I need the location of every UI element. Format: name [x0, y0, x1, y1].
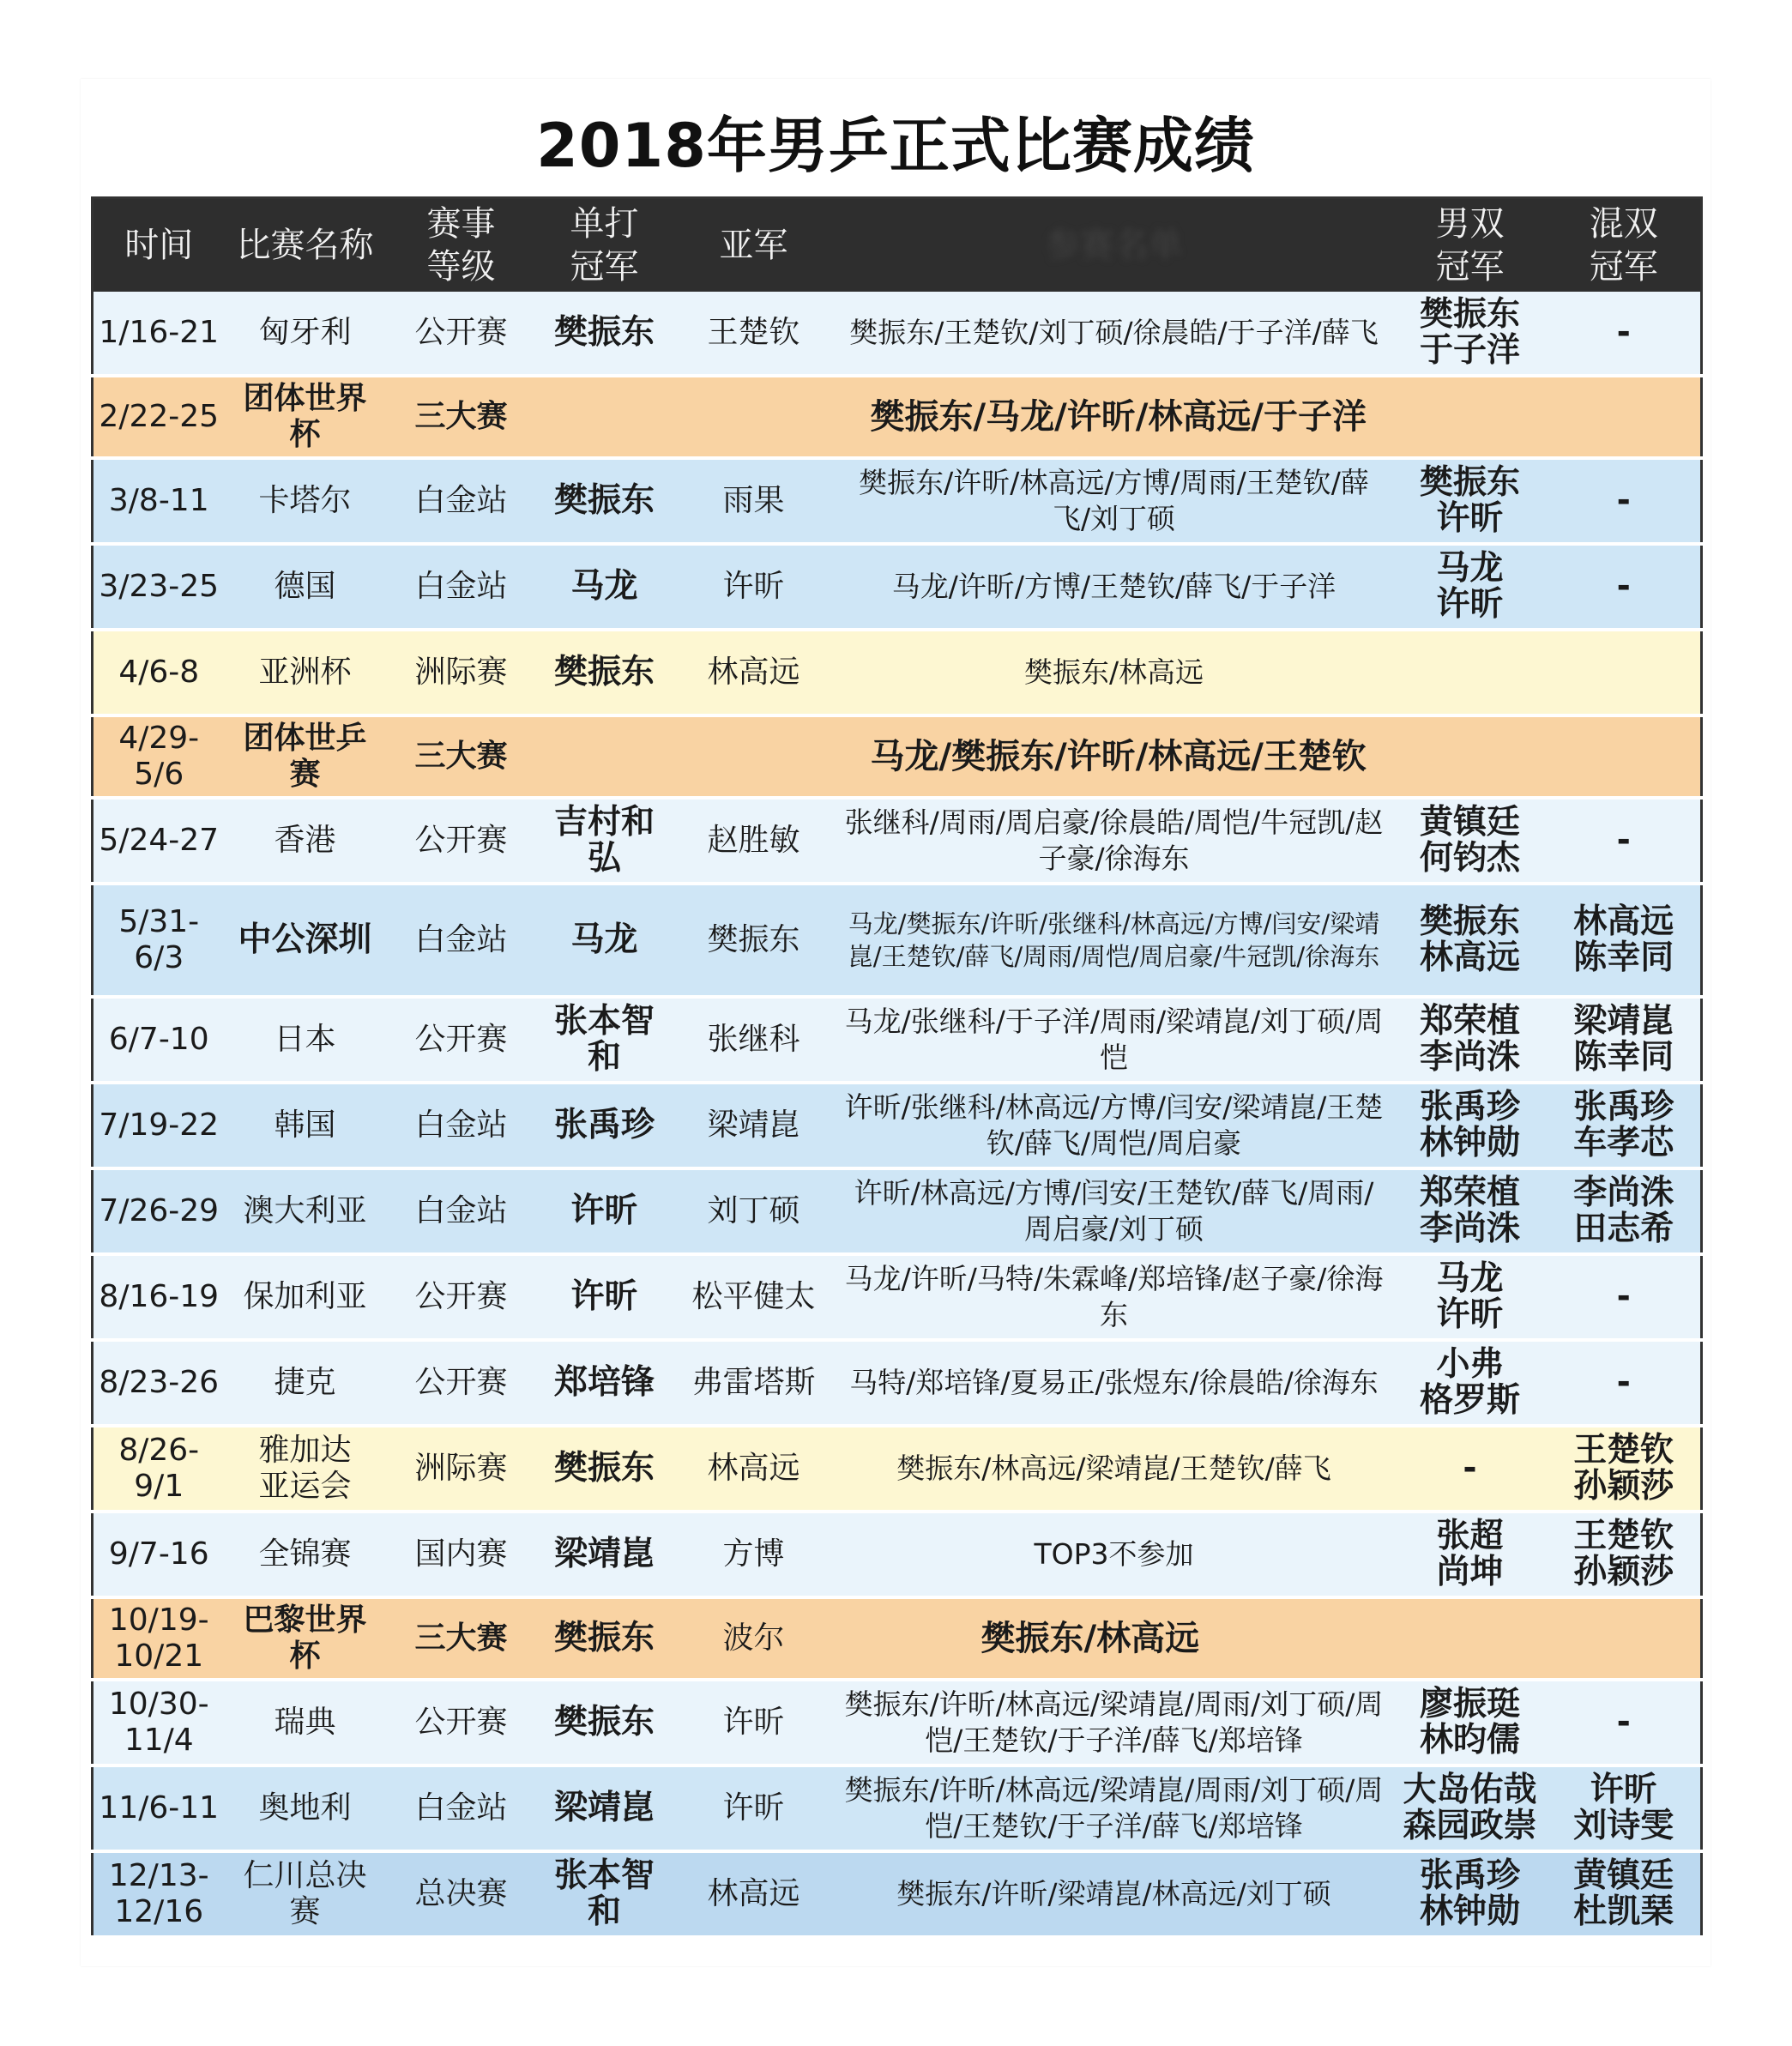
mixed-cell: 许昕 刘诗雯 [1548, 1765, 1702, 1851]
col-participants-header: 参赛名单 [836, 198, 1393, 293]
doubles-cell: 大岛佑哉 森园政崇 [1393, 1765, 1548, 1851]
table-row [93, 376, 1702, 458]
date-cell: 8/26-9/1 [93, 1426, 225, 1512]
mixed-cell: 林高远 陈幸同 [1548, 884, 1702, 997]
col-event-header: 比赛名称 [225, 198, 386, 293]
event-cell: 德国 [225, 544, 386, 630]
mixed-cell: 王楚钦 孙颖莎 [1548, 1426, 1702, 1512]
event-cell: 韩国 [225, 1083, 386, 1168]
level-cell: 白金站 [386, 544, 537, 630]
champion-cell: 樊振东 [537, 1680, 673, 1765]
doubles-cell: 张禹珍 林钟勋 [1393, 1083, 1548, 1168]
date-cell: 7/19-22 [93, 1083, 225, 1168]
team-champions-cell: 樊振东/林高远 [836, 1597, 1702, 1680]
mixed-cell: 黄镇廷 杜凯琹 [1548, 1851, 1702, 1937]
mixed-cell: 张禹珍 车孝芯 [1548, 1083, 1702, 1168]
participants-cell: 马龙/许昕/方博/王楚钦/薛飞/于子洋 [836, 544, 1393, 630]
date-cell: 9/7-16 [93, 1512, 225, 1597]
doubles-cell: 马龙 许昕 [1393, 544, 1548, 630]
page-title: 2018年男乒正式比赛成绩 [536, 111, 1255, 181]
champion-cell: 樊振东 [537, 458, 673, 544]
champion-cell: 樊振东 [537, 1426, 673, 1512]
participants-cell: 许昕/林高远/方博/闫安/王楚钦/薛飞/周雨/周启豪/刘丁硕 [836, 1168, 1393, 1254]
mixed-cell: 王楚钦 孙颖莎 [1548, 1512, 1702, 1597]
participants-cell: 樊振东/王楚钦/刘丁硕/徐晨皓/于子洋/薛飞 [836, 292, 1393, 376]
runnerup-cell: 弗雷塔斯 [673, 1340, 836, 1426]
col-mixed-header: 混双 冠军 [1548, 198, 1702, 293]
mixed-cell: 梁靖崑 陈幸同 [1548, 997, 1702, 1083]
date-cell: 5/31-6/3 [93, 884, 225, 997]
doubles-cell: 马龙 许昕 [1393, 1254, 1548, 1340]
doubles-cell: 廖振珽 林昀儒 [1393, 1680, 1548, 1765]
col-runnerup-header: 亚军 [673, 198, 836, 293]
table-row [93, 1083, 1702, 1168]
champion-cell: 许昕 [537, 1254, 673, 1340]
level-cell: 洲际赛 [386, 1426, 537, 1512]
participants-cell: 樊振东/许昕/林高远/梁靖崑/周雨/刘丁硕/周恺/王楚钦/于子洋/薛飞/郑培锋 [836, 1765, 1393, 1851]
date-cell: 11/6-11 [93, 1765, 225, 1851]
level-cell: 白金站 [386, 1168, 537, 1254]
table-row [93, 1765, 1702, 1851]
table-row [93, 1512, 1702, 1597]
table-row [93, 1851, 1702, 1937]
champion-cell: 樊振东 [537, 292, 673, 376]
doubles-cell: 郑荣植 李尚洙 [1393, 1168, 1548, 1254]
champion-cell: 樊振东 [537, 1597, 673, 1680]
event-cell: 亚洲杯 [225, 630, 386, 715]
date-cell: 8/23-26 [93, 1340, 225, 1426]
level-cell: 国内赛 [386, 1512, 537, 1597]
champion-cell: 张本智和 [537, 997, 673, 1083]
participants-cell: 樊振东/林高远 [836, 630, 1393, 715]
runnerup-cell: 樊振东 [673, 884, 836, 997]
event-cell: 仁川总决赛 [225, 1851, 386, 1937]
table-row [93, 798, 1702, 884]
date-cell: 5/24-27 [93, 798, 225, 884]
champion-cell: 马龙 [537, 884, 673, 997]
runnerup-cell: 林高远 [673, 1426, 836, 1512]
participants-cell: 马龙/樊振东/许昕/张继科/林高远/方博/闫安/梁靖崑/王楚钦/薛飞/周雨/周恺/周启豪/牛冠凯/徐海东 [836, 884, 1393, 997]
runnerup-cell: 松平健太 [673, 1254, 836, 1340]
level-cell: 白金站 [386, 1765, 537, 1851]
level-cell: 白金站 [386, 1083, 537, 1168]
event-cell: 巴黎世界杯 [225, 1597, 386, 1680]
participants-cell: 马特/郑培锋/夏易正/张煜东/徐晨皓/徐海东 [836, 1340, 1393, 1426]
event-cell: 团体世界杯 [225, 376, 386, 458]
runnerup-cell: 许昕 [673, 1765, 836, 1851]
col-level-header: 赛事 等级 [386, 198, 537, 293]
table-row [93, 884, 1702, 997]
champion-cell: 吉村和弘 [537, 798, 673, 884]
table-row [93, 1340, 1702, 1426]
runnerup-cell: 许昕 [673, 544, 836, 630]
level-cell: 白金站 [386, 884, 537, 997]
table-row [93, 715, 1702, 798]
event-cell: 捷克 [225, 1340, 386, 1426]
table-row [93, 544, 1702, 630]
event-cell: 日本 [225, 997, 386, 1083]
participants-cell: 马龙/许昕/马特/朱霖峰/郑培锋/赵子豪/徐海东 [836, 1254, 1393, 1340]
event-cell: 澳大利亚 [225, 1168, 386, 1254]
level-cell: 公开赛 [386, 292, 537, 376]
runnerup-cell: 王楚钦 [673, 292, 836, 376]
level-cell: 三大赛 [386, 715, 537, 798]
date-cell: 3/23-25 [93, 544, 225, 630]
table-row [93, 997, 1702, 1083]
event-cell: 香港 [225, 798, 386, 884]
doubles-cell: 张禹珍 林钟勋 [1393, 1851, 1548, 1937]
table-row [93, 1426, 1702, 1512]
header-row [93, 198, 1702, 293]
mixed-cell: - [1548, 1340, 1702, 1426]
level-cell: 公开赛 [386, 798, 537, 884]
date-cell: 3/8-11 [93, 458, 225, 544]
champion-cell: 梁靖崑 [537, 1512, 673, 1597]
mixed-cell: - [1548, 1680, 1702, 1765]
event-cell: 卡塔尔 [225, 458, 386, 544]
table-row [93, 1680, 1702, 1765]
event-cell: 团体世乒赛 [225, 715, 386, 798]
col-singles-header: 单打 冠军 [537, 198, 673, 293]
participants-cell: 樊振东/林高远/梁靖崑/王楚钦/薛飞 [836, 1426, 1393, 1512]
doubles-cell: 樊振东 于子洋 [1393, 292, 1548, 376]
level-cell: 公开赛 [386, 1340, 537, 1426]
doubles-cell: 郑荣植 李尚洙 [1393, 997, 1548, 1083]
team-champions-cell: 樊振东/马龙/许昕/林高远/于子洋 [537, 376, 1702, 458]
event-cell: 匈牙利 [225, 292, 386, 376]
doubles-cell: 黄镇廷 何钧杰 [1393, 798, 1548, 884]
champion-cell: 张本智和 [537, 1851, 673, 1937]
runnerup-cell: 许昕 [673, 1680, 836, 1765]
participants-cell: 张继科/周雨/周启豪/徐晨皓/周恺/牛冠凯/赵子豪/徐海东 [836, 798, 1393, 884]
doubles-cell: - [1393, 1426, 1548, 1512]
champion-cell: 樊振东 [537, 630, 673, 715]
col-doubles-header: 男双 冠军 [1393, 198, 1548, 293]
doubles-cell: 樊振东 林高远 [1393, 884, 1548, 997]
table-row [93, 1168, 1702, 1254]
event-cell: 全锦赛 [225, 1512, 386, 1597]
level-cell: 洲际赛 [386, 630, 537, 715]
date-cell: 2/22-25 [93, 376, 225, 458]
col-date-header: 时间 [93, 198, 225, 293]
date-cell: 10/30- 11/4 [93, 1680, 225, 1765]
doubles-cell [1393, 630, 1548, 715]
doubles-cell: 小弗 格罗斯 [1393, 1340, 1548, 1426]
runnerup-cell: 赵胜敏 [673, 798, 836, 884]
mixed-cell: - [1548, 1254, 1702, 1340]
participants-cell: 许昕/张继科/林高远/方博/闫安/梁靖崑/王楚钦/薛飞/周恺/周启豪 [836, 1083, 1393, 1168]
champion-cell: 张禹珍 [537, 1083, 673, 1168]
runnerup-cell: 雨果 [673, 458, 836, 544]
date-cell: 8/16-19 [93, 1254, 225, 1340]
doubles-cell: 张超 尚坤 [1393, 1512, 1548, 1597]
date-cell: 10/19- 10/21 [93, 1597, 225, 1680]
mixed-cell: - [1548, 798, 1702, 884]
participants-cell: 樊振东/许昕/林高远/梁靖崑/周雨/刘丁硕/周恺/王楚钦/于子洋/薛飞/郑培锋 [836, 1680, 1393, 1765]
level-cell: 总决赛 [386, 1851, 537, 1937]
event-cell: 奥地利 [225, 1765, 386, 1851]
date-cell: 6/7-10 [93, 997, 225, 1083]
champion-cell: 许昕 [537, 1168, 673, 1254]
table-row [93, 630, 1702, 715]
date-cell: 1/16-21 [93, 292, 225, 376]
date-cell: 12/13- 12/16 [93, 1851, 225, 1937]
participants-cell: 樊振东/许昕/梁靖崑/林高远/刘丁硕 [836, 1851, 1393, 1937]
results-sheet [81, 79, 1711, 1966]
level-cell: 公开赛 [386, 997, 537, 1083]
event-cell: 中公深圳 [225, 884, 386, 997]
results-table [91, 196, 1703, 1939]
date-cell: 4/6-8 [93, 630, 225, 715]
table-row [93, 1597, 1702, 1680]
champion-cell: 郑培锋 [537, 1340, 673, 1426]
level-cell: 三大赛 [386, 376, 537, 458]
participants-cell: TOP3不参加 [836, 1512, 1393, 1597]
participants-cell: 樊振东/许昕/林高远/方博/周雨/王楚钦/薛飞/刘丁硕 [836, 458, 1393, 544]
mixed-cell: - [1548, 292, 1702, 376]
table-row [93, 1254, 1702, 1340]
level-cell: 三大赛 [386, 1597, 537, 1680]
event-cell: 瑞典 [225, 1680, 386, 1765]
mixed-cell [1548, 630, 1702, 715]
level-cell: 公开赛 [386, 1680, 537, 1765]
mixed-cell: 李尚洙 田志希 [1548, 1168, 1702, 1254]
mixed-cell: - [1548, 458, 1702, 544]
doubles-cell: 樊振东 许昕 [1393, 458, 1548, 544]
champion-cell: 梁靖崑 [537, 1765, 673, 1851]
level-cell: 公开赛 [386, 1254, 537, 1340]
team-champions-cell: 马龙/樊振东/许昕/林高远/王楚钦 [537, 715, 1702, 798]
participants-cell: 马龙/张继科/于子洋/周雨/梁靖崑/刘丁硕/周恺 [836, 997, 1393, 1083]
level-cell: 白金站 [386, 458, 537, 544]
runnerup-cell: 方博 [673, 1512, 836, 1597]
runnerup-cell: 张继科 [673, 997, 836, 1083]
mixed-cell: - [1548, 544, 1702, 630]
runnerup-cell: 梁靖崑 [673, 1083, 836, 1168]
runnerup-cell: 刘丁硕 [673, 1168, 836, 1254]
table-row [93, 292, 1702, 376]
runnerup-cell: 林高远 [673, 630, 836, 715]
runnerup-cell: 波尔 [673, 1597, 836, 1680]
date-cell: 4/29-5/6 [93, 715, 225, 798]
event-cell: 雅加达 亚运会 [225, 1426, 386, 1512]
event-cell: 保加利亚 [225, 1254, 386, 1340]
table-row [93, 458, 1702, 544]
champion-cell: 马龙 [537, 544, 673, 630]
runnerup-cell: 林高远 [673, 1851, 836, 1937]
date-cell: 7/26-29 [93, 1168, 225, 1254]
